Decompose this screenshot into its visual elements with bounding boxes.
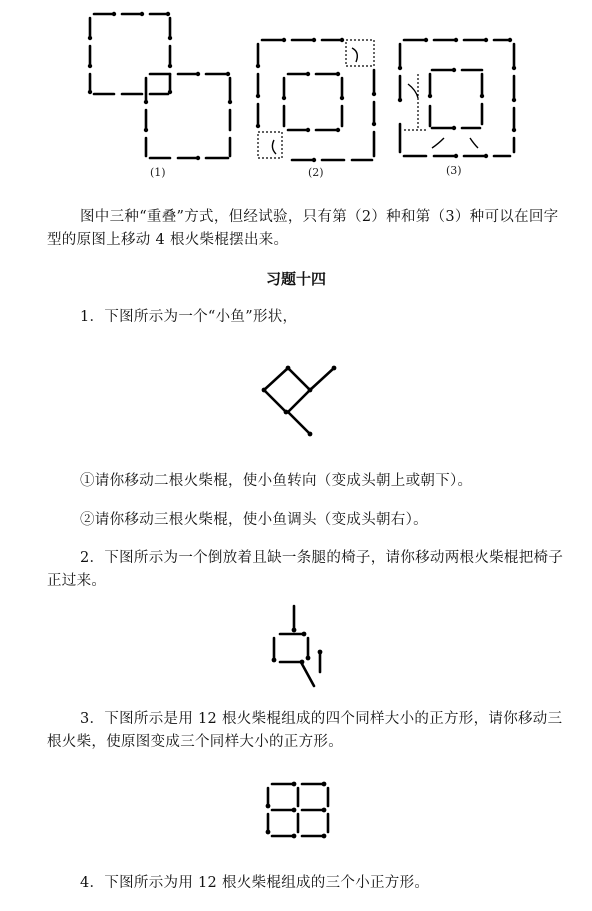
problem-1-text: 1．下图所示为一个“小鱼”形状， — [80, 309, 298, 325]
problem-2-text: 2．下图所示为一个倒放着且缺一条腿的椅子，请你移动两根火柴棍把椅子正过来。 — [47, 550, 564, 589]
chair-figure — [268, 602, 334, 692]
overlap-figure-1 — [80, 6, 240, 166]
overlap-figure-3 — [394, 34, 520, 164]
intro-paragraph: 图中三种“重叠”方式，但经试验，只有第（2）种和第（3）种可以在回字型的原图上移动 4 根火柴棍摆出来。 — [47, 209, 559, 248]
section-title: 习题十四 — [265, 270, 326, 288]
four-squares-figure — [264, 780, 336, 842]
problem-4-text: 4．下图所示为用 12 根火柴棍组成的三个小正方形。 — [80, 875, 430, 891]
fish-figure — [258, 356, 342, 440]
problem-3-text: 3．下图所示是用 12 根火柴棍组成的四个同样大小的正方形，请你移动三根火柴，使原图变成三个同样大小的正方形。 — [47, 711, 563, 750]
figure-caption-3: (3) — [446, 164, 462, 177]
figure-caption-2: (2) — [308, 166, 324, 179]
figure-caption-1: (1) — [150, 166, 166, 179]
problem-1-sub-2: ②请你移动三根火柴棍，使小鱼调头（变成头朝右）。 — [80, 512, 428, 528]
overlap-figure-2 — [252, 34, 382, 168]
problem-1-sub-1: ①请你移动二根火柴棍，使小鱼转向（变成头朝上或朝下）。 — [80, 473, 473, 489]
